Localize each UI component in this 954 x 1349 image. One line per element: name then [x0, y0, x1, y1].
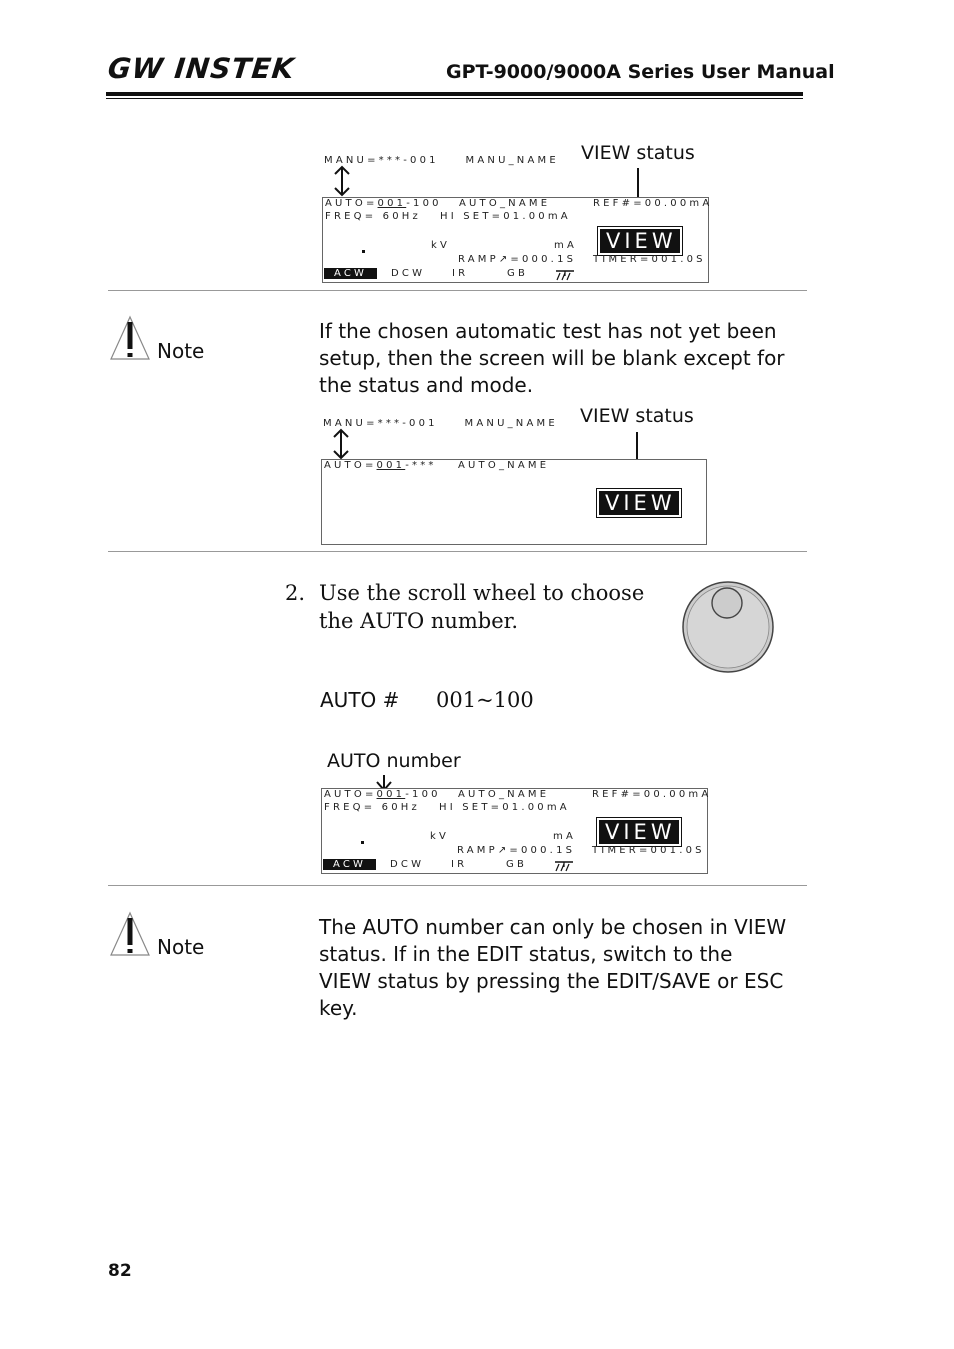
auto-line: AUTO=001-*** [324, 460, 437, 471]
ramp-value: RAMP↗=000.1S [458, 254, 577, 265]
ground-icon [555, 269, 575, 281]
scroll-wheel-icon [680, 580, 776, 674]
note-label: Note [157, 339, 205, 363]
auto-name: AUTO_NAME [458, 789, 550, 800]
manu-line [324, 155, 559, 166]
brand-logo: GW INSTEK [106, 52, 297, 85]
view-status-label: VIEW status [581, 142, 695, 164]
kv-unit: kV [431, 240, 451, 251]
section-divider [108, 551, 807, 552]
auto-name: AUTO_NAME [459, 198, 551, 209]
manu-name: MANU_NAME [465, 155, 559, 166]
header-rule [106, 92, 803, 96]
mode-acw: ACW [323, 859, 376, 870]
ref-value: REF#=00.00mA [593, 198, 713, 209]
auto-line: AUTO=001-100 [325, 198, 442, 209]
manu-value: MANU=***-001 [324, 155, 439, 166]
freq-value: FREQ= 60Hz [324, 802, 420, 813]
note-text: If the chosen automatic test has not yet been setup, then the screen will be blank except for the status and mode. [319, 319, 785, 397]
hi-set-value: HI SET=01.00mA [439, 802, 570, 813]
mode-dcw: DCW [390, 859, 425, 870]
manu-line [323, 418, 558, 429]
view-status-badge: VIEW [597, 489, 681, 517]
up-down-arrow-icon [331, 427, 351, 461]
view-status-badge: VIEW [597, 818, 681, 846]
ma-unit: mA [554, 240, 577, 251]
ref-value: REF#=00.00mA [592, 789, 712, 800]
section-divider [108, 290, 807, 291]
section-divider [108, 885, 807, 886]
note-label: Note [157, 935, 205, 959]
manual-title: GPT-9000/9000A Series User Manual [446, 61, 835, 83]
ramp-value: RAMP↗=000.1S [457, 845, 576, 856]
note-text: The AUTO number can only be chosen in VIEW status. If in the EDIT status, switch to the VIEW status by pressing the EDIT/SAVE or ESC key. [319, 915, 787, 1020]
mode-dcw: DCW [391, 268, 426, 279]
lcd-screen-1 [322, 197, 713, 283]
step-number: 2. [285, 581, 306, 605]
auto-line: AUTO=001-100 [324, 789, 441, 800]
voltage-dot [361, 841, 364, 844]
mode-gb: GB [506, 859, 528, 870]
header-rule-thin [106, 98, 803, 99]
lcd-screen-3 [321, 788, 712, 874]
manu-value: MANU=***-001 [323, 418, 438, 429]
page-number: 82 [108, 1261, 132, 1281]
manu-name: MANU_NAME [464, 418, 558, 429]
voltage-dot [362, 250, 365, 253]
up-down-arrow-icon [332, 164, 352, 198]
kv-unit: kV [430, 831, 450, 842]
mode-gb: GB [507, 268, 529, 279]
mode-ir: IR [452, 268, 469, 279]
warning-triangle-icon [109, 911, 151, 957]
timer-value: TIMER=001.0S [593, 254, 706, 265]
param-label: AUTO # [320, 688, 400, 712]
auto-number-label: AUTO number [327, 750, 461, 772]
auto-name: AUTO_NAME [458, 460, 550, 471]
mode-ir: IR [451, 859, 468, 870]
lcd-screen-2 [321, 459, 707, 545]
view-status-label: VIEW status [580, 405, 694, 427]
hi-set-value: HI SET=01.00mA [440, 211, 571, 222]
step-text: Use the scroll wheel to choose the AUTO number. [319, 581, 645, 633]
ma-unit: mA [553, 831, 576, 842]
param-range: 001~100 [436, 688, 534, 712]
warning-triangle-icon [109, 315, 151, 361]
mode-acw: ACW [324, 268, 377, 279]
ground-icon [554, 860, 574, 872]
freq-value: FREQ= 60Hz [325, 211, 421, 222]
timer-value: TIMER=001.0S [592, 845, 705, 856]
view-status-badge: VIEW [598, 227, 682, 255]
